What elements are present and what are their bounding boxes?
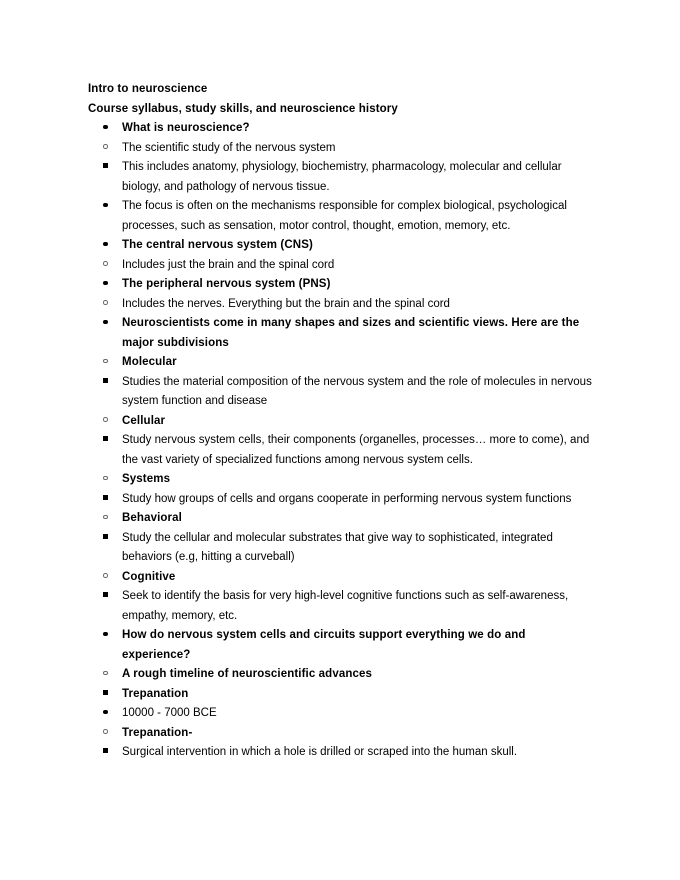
- outline-item: [103, 704, 596, 763]
- bullet-disc-icon: [103, 236, 117, 256]
- outline-text: Systems: [122, 473, 171, 485]
- bullet-disc-icon: [103, 275, 117, 295]
- bullet-square-icon: [103, 529, 117, 549]
- bullet-circle-icon: [103, 724, 117, 744]
- outline-text: Cellular: [122, 414, 166, 427]
- bullet-disc-icon: [103, 704, 117, 724]
- outline-item: [103, 685, 596, 763]
- outline-text: The focus is often on the mechanisms responsible for complex biological, psychological processes, such as sensation, motor control, thought, emotion, memory, etc.: [122, 200, 567, 232]
- outline-sublist: [103, 139, 596, 237]
- bullet-disc-icon: [103, 314, 117, 334]
- outline-item: [103, 470, 596, 509]
- outline-sublist: [103, 529, 596, 568]
- outline-text: Includes the nerves. Everything but the brain and the spinal cord: [122, 297, 450, 310]
- outline-text: Behavioral: [122, 512, 182, 524]
- outline-item: [103, 529, 596, 568]
- bullet-square-icon: [103, 373, 117, 393]
- bullet-circle-icon: [103, 568, 117, 588]
- bullet-disc-icon: [103, 197, 117, 217]
- outline-item: [103, 295, 596, 315]
- outline-item: [103, 431, 596, 470]
- outline-text: Molecular: [122, 356, 177, 368]
- bullet-circle-icon: [103, 470, 117, 490]
- outline-sublist: [103, 431, 596, 470]
- outline-item: [103, 236, 596, 275]
- bullet-disc-icon: [103, 119, 117, 139]
- bullet-circle-icon: [103, 412, 117, 432]
- outline-text: A rough timeline of neuroscientific advances: [122, 668, 373, 680]
- outline-item: [103, 490, 596, 510]
- outline-item: [103, 275, 596, 314]
- outline-sublist: [103, 704, 596, 763]
- bullet-square-icon: [103, 685, 117, 705]
- outline-item: [103, 314, 596, 626]
- outline-item: [103, 353, 596, 412]
- outline-text: Cognitive: [122, 570, 176, 583]
- outline-text: Study how groups of cells and organs cooperate in performing nervous system functions: [122, 492, 572, 505]
- outline-sublist: [103, 158, 596, 236]
- outline-item: [103, 509, 596, 568]
- outline-text: Studies the material composition of the nervous system and the role of molecules in nervous system function and disease: [122, 375, 592, 407]
- outline-item: [103, 412, 596, 471]
- outline-text: The peripheral nervous system (PNS): [122, 278, 331, 290]
- outline-text: Surgical intervention in which a hole is drilled or scraped into the human skull.: [122, 746, 518, 758]
- bullet-circle-icon: [103, 256, 117, 276]
- outline-sublist: [103, 256, 596, 276]
- outline-text: Neuroscientists come in many shapes and sizes and scientific views. Here are the major subdivisions: [122, 317, 580, 349]
- outline-sublist: [103, 665, 596, 763]
- bullet-square-icon: [103, 490, 117, 510]
- outline-text: The scientific study of the nervous system: [122, 141, 336, 154]
- outline-item: [103, 665, 596, 763]
- outline-text: Study the cellular and molecular substrates that give way to sophisticated, integrated behaviors (e.g, hitting a curveball): [122, 531, 553, 563]
- outline-text: Seek to identify the basis for very high-level cognitive functions such as self-awareness, empathy, memory, etc.: [122, 590, 569, 622]
- outline-item: [103, 158, 596, 236]
- bullet-circle-icon: [103, 295, 117, 315]
- outline-text: Includes just the brain and the spinal cord: [122, 258, 335, 271]
- outline-item: [103, 256, 596, 276]
- bullet-circle-icon: [103, 353, 117, 373]
- outline-text: Study nervous system cells, their components (organelles, processes… more to come), and the vast variety of specialized functions among nervous system cells.: [122, 434, 590, 466]
- outline-item: [103, 743, 596, 763]
- bullet-square-icon: [103, 587, 117, 607]
- bullet-circle-icon: [103, 139, 117, 159]
- outline-sublist: [103, 490, 596, 510]
- bullet-square-icon: [103, 158, 117, 178]
- outline-text: Trepanation-: [122, 726, 193, 739]
- outline-item: [103, 587, 596, 626]
- document-title-line-2: Course syllabus, study skills, and neuroscience history: [88, 102, 398, 115]
- outline-text: What is neuroscience?: [122, 122, 250, 134]
- bullet-square-icon: [103, 431, 117, 451]
- outline-text: 10000 - 7000 BCE: [122, 707, 217, 719]
- outline-sublist: [103, 295, 596, 315]
- outline-sublist: [103, 724, 596, 763]
- outline-item: [103, 139, 596, 237]
- bullet-disc-icon: [103, 626, 117, 646]
- outline-item: [103, 119, 596, 236]
- outline-text: How do nervous system cells and circuits support everything we do and experience?: [122, 629, 526, 661]
- outline-sublist: [103, 685, 596, 763]
- outline-item: [103, 197, 596, 236]
- outline-sublist: [103, 197, 596, 236]
- outline-sublist: [103, 587, 596, 626]
- bullet-circle-icon: [103, 509, 117, 529]
- document-body: [88, 80, 596, 763]
- bullet-circle-icon: [103, 665, 117, 685]
- outline-sublist: [103, 353, 596, 626]
- bullet-square-icon: [103, 743, 117, 763]
- outline-item: [103, 373, 596, 412]
- outline-sublist: [103, 373, 596, 412]
- outline-item: [103, 568, 596, 627]
- outline-text: Trepanation: [122, 687, 189, 700]
- outline-item: [103, 626, 596, 763]
- document-title-line-1: Intro to neuroscience: [88, 83, 208, 95]
- outline-text: This includes anatomy, physiology, biochemistry, pharmacology, molecular and cellular biology, and pathology of nervous tissue.: [122, 161, 562, 193]
- outline-item: [103, 724, 596, 763]
- outline-text: The central nervous system (CNS): [122, 239, 313, 251]
- outline-root: [103, 119, 596, 763]
- outline-sublist: [103, 743, 596, 763]
